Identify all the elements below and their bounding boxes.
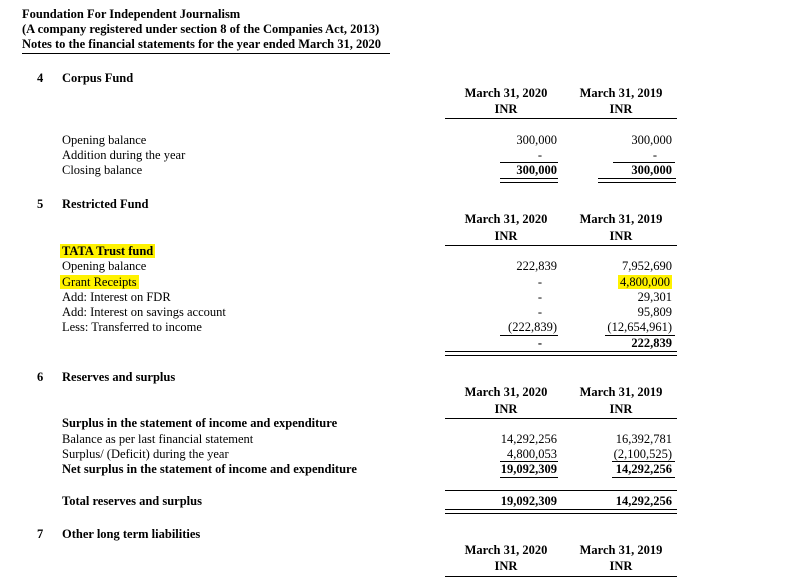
- note-5-col2-date: March 31, 2019: [579, 212, 663, 226]
- note-7-number: 7: [37, 527, 44, 541]
- note-6-row-label: Surplus/ (Deficit) during the year: [62, 447, 229, 461]
- note-7-col1-unit: INR: [494, 559, 518, 573]
- note-4-row-label: Closing balance: [62, 163, 143, 177]
- note-5-row-v1: -: [537, 305, 543, 319]
- note-4-total-double-rule: [500, 178, 558, 183]
- note-4-total-double-rule: [598, 178, 676, 183]
- note-4-row-v2: 300,000: [631, 133, 672, 147]
- note-5-row-label: Less: Transferred to income: [62, 320, 202, 334]
- note-7-col2-unit: INR: [609, 559, 633, 573]
- note-7-title: Other long term liabilities: [62, 527, 201, 541]
- note-4-row-v1: -: [537, 148, 543, 162]
- note-4-col1-unit: INR: [494, 102, 518, 116]
- note-6-title: Reserves and surplus: [62, 370, 176, 384]
- note-5-row-v2: 95,809: [637, 305, 672, 319]
- note-5-subheading: TATA Trust fund: [62, 244, 154, 258]
- note-6-row-v1: 14,292,256: [500, 432, 557, 446]
- note-6-total-v1: 19,092,309: [500, 494, 557, 508]
- note-6-col1-date: March 31, 2020: [464, 385, 548, 399]
- note-4-col2-unit: INR: [609, 102, 633, 116]
- note-6-row-v2: 16,392,781: [615, 432, 672, 446]
- note-6-net-underline: [500, 477, 558, 478]
- note-5-row-v1: (222,839): [508, 320, 557, 334]
- header-registration: (A company registered under section 8 of the Companies Act, 2013): [22, 22, 380, 36]
- note-5-total-double-rule: [445, 351, 677, 356]
- header-notes-title: Notes to the financial statements for the year ended March 31, 2020: [22, 37, 381, 51]
- note-5-row-label: Grant Receipts: [62, 275, 137, 289]
- note-5-col1-unit: INR: [494, 229, 518, 243]
- note-6-total-top-rule: [445, 490, 677, 491]
- note-6-number: 6: [37, 370, 44, 384]
- note-6-net-v2: 14,292,256: [615, 462, 672, 476]
- note-5-row-label: Opening balance: [62, 259, 147, 273]
- note-5-title: Restricted Fund: [62, 197, 149, 211]
- note-4-number: 4: [37, 71, 44, 85]
- note-6-net-label: Net surplus in the statement of income and expenditure: [62, 462, 357, 476]
- note-7-col2-date: March 31, 2019: [579, 543, 663, 557]
- note-4-col2-date: March 31, 2019: [579, 86, 663, 100]
- note-4-row-v2: 300,000: [631, 163, 672, 177]
- header-company-name: Foundation For Independent Journalism: [22, 7, 241, 21]
- note-6-row-label: Balance as per last financial statement: [62, 432, 254, 446]
- note-4-header-rule: [445, 118, 677, 119]
- note-6-subheading: Surplus in the statement of income and expenditure: [62, 416, 338, 430]
- note-6-header-rule: [445, 418, 677, 419]
- note-5-number: 5: [37, 197, 44, 211]
- note-7-col1-date: March 31, 2020: [464, 543, 548, 557]
- note-6-total-v2: 14,292,256: [615, 494, 672, 508]
- note-6-row-v2: (2,100,525): [613, 447, 672, 461]
- note-6-net-v1: 19,092,309: [500, 462, 557, 476]
- note-4-row-label: Opening balance: [62, 133, 147, 147]
- note-6-row-v1: 4,800,053: [507, 447, 557, 461]
- note-5-row-label: Add: Interest on savings account: [62, 305, 226, 319]
- note-5-total-v2: 222,839: [631, 336, 672, 350]
- note-6-col2-unit: INR: [609, 402, 633, 416]
- note-4-row-v1: 300,000: [516, 133, 557, 147]
- note-5-row-v1: 222,839: [516, 259, 557, 273]
- note-5-row-v1: -: [537, 275, 543, 289]
- note-5-col1-date: March 31, 2020: [464, 212, 548, 226]
- note-5-row-v2: 7,952,690: [622, 259, 672, 273]
- note-4-col1-date: March 31, 2020: [464, 86, 548, 100]
- header-underline: [22, 53, 390, 54]
- note-5-row-label: Add: Interest on FDR: [62, 290, 171, 304]
- note-5-total-v1: -: [537, 336, 543, 350]
- note-6-net-underline: [612, 477, 675, 478]
- note-6-col1-unit: INR: [494, 402, 518, 416]
- note-4-row-v1: 300,000: [516, 163, 557, 177]
- note-6-total-double-rule: [445, 509, 677, 514]
- note-5-col2-unit: INR: [609, 229, 633, 243]
- note-6-col2-date: March 31, 2019: [579, 385, 663, 399]
- note-5-row-v2: 4,800,000: [620, 275, 670, 289]
- note-4-title: Corpus Fund: [62, 71, 134, 85]
- note-4-row-label: Addition during the year: [62, 148, 186, 162]
- note-6-total-label: Total reserves and surplus: [62, 494, 202, 508]
- note-5-row-v1: -: [537, 290, 543, 304]
- note-7-header-rule: [445, 576, 677, 577]
- note-5-row-v2: (12,654,961): [607, 320, 672, 334]
- note-4-row-v2: -: [652, 148, 658, 162]
- note-5-row-v2: 29,301: [637, 290, 672, 304]
- note-5-header-rule: [445, 245, 677, 246]
